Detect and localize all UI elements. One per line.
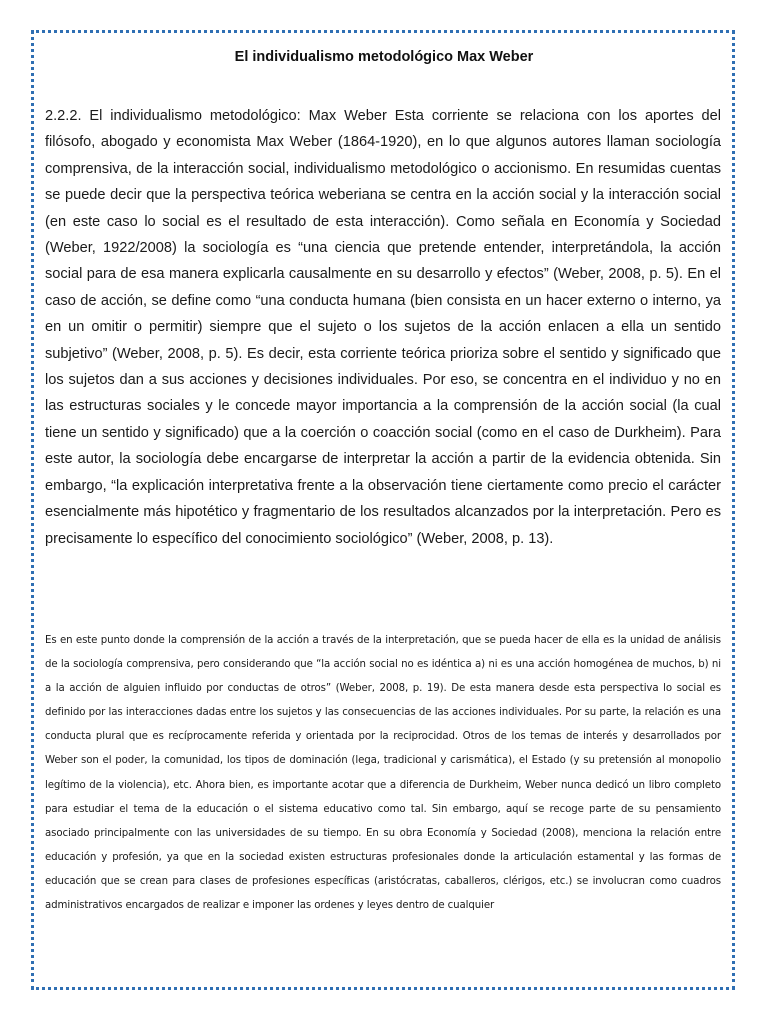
body-paragraph-1: 2.2.2. El individualismo metodológico: Max Weber Esta corriente se relaciona con los aportes del filósofo, abogado y economista Max Weber (1864-1920), en lo que algunos autores llaman sociología comprensiva, de la interacción social, individualismo metodológico o accionismo. En resumidas cuentas se puede decir que la perspectiva teórica weberiana se centra en la acción social y la interacción social (en este caso lo social es el resultado de esta interacción). Como señala en Economía y Sociedad (Weber, 1922/2008) la sociología es “una ciencia que pretende entender, interpretándola, la acción social para de esa manera explicarla causalmente en su desarrollo y efectos” (Weber, 2008, p. 5). En el caso de acción, se define como “una conducta humana (bien consista en un hacer externo o interno, ya en un omitir o permitir) siempre que el sujeto o los sujetos de la acción enlacen a ella un sentido subjetivo” (Weber, 2008, p. 5). Es decir, esta corriente teórica prioriza sobre el sentido y significado que los sujetos dan a sus acciones y decisiones individuales. Por eso, se concentra en el individuo y no en las estructuras sociales y le concede mayor importancia a la comprensión de la acción social (la cual tiene un sentido y significado) que a la coerción o coacción social (como en el caso de Durkheim). Para este autor, la sociología debe encargarse de interpretar la acción a partir de la evidencia obtenida. Sin embargo, “la explicación interpretativa frente a la observación tiene ciertamente como precio el carácter esencialmente más hipotético y fragmentario de los resultados alcanzados por la interpretación. Pero es precisamente lo específico del conocimiento sociológico” (Weber, 2008, p. 13).	[45, 108, 721, 547]
body-paragraph-2: Es en este punto donde la comprensión de la acción a través de la interpretación, que se pueda hacer de ella es la unidad de análisis de la sociología comprensiva, pero considerando que “la acción social no es idéntica a) ni es una acción homogénea de muchos, b) ni a la acción de alguien influido por conductas de otros” (Weber, 2008, p. 19). De esta manera desde esta perspectiva lo social es definido por las interacciones dadas entre los sujetos y las consecuencias de las acciones individuales. Por su parte, la relación es una conducta plural que es recíprocamente referida y orientada por la reciprocidad. Otros de los temas de interés y desarrollados por Weber son el poder, la comunidad, los tipos de dominación (lega, tradicional y carismática), el Estado (y su pretensión al monopolio legítimo de la violencia), etc. Ahora bien, es importante acotar que a diferencia de Durkheim, Weber nunca dedicó un libro completo para estudiar el tema de la educación o el sistema educativo como tal. Sin embargo, aquí se recoge parte de su pensamiento asociado principalmente con las universidades de su tiempo. En su obra Economía y Sociedad (2008), menciona la relación entre educación y profesión, ya que en la sociedad existen estructuras profesionales donde la articulación estamental y las formas de educación que se crean para clases de profesiones específicas (aristócratas, caballeros, clérigos, etc.) se involucran como cuadros administrativos encargados de realizar e imponer las ordenes y leyes dentro de cualquier	[45, 635, 721, 912]
document-title: El individualismo metodológico Max Weber	[234, 49, 534, 65]
